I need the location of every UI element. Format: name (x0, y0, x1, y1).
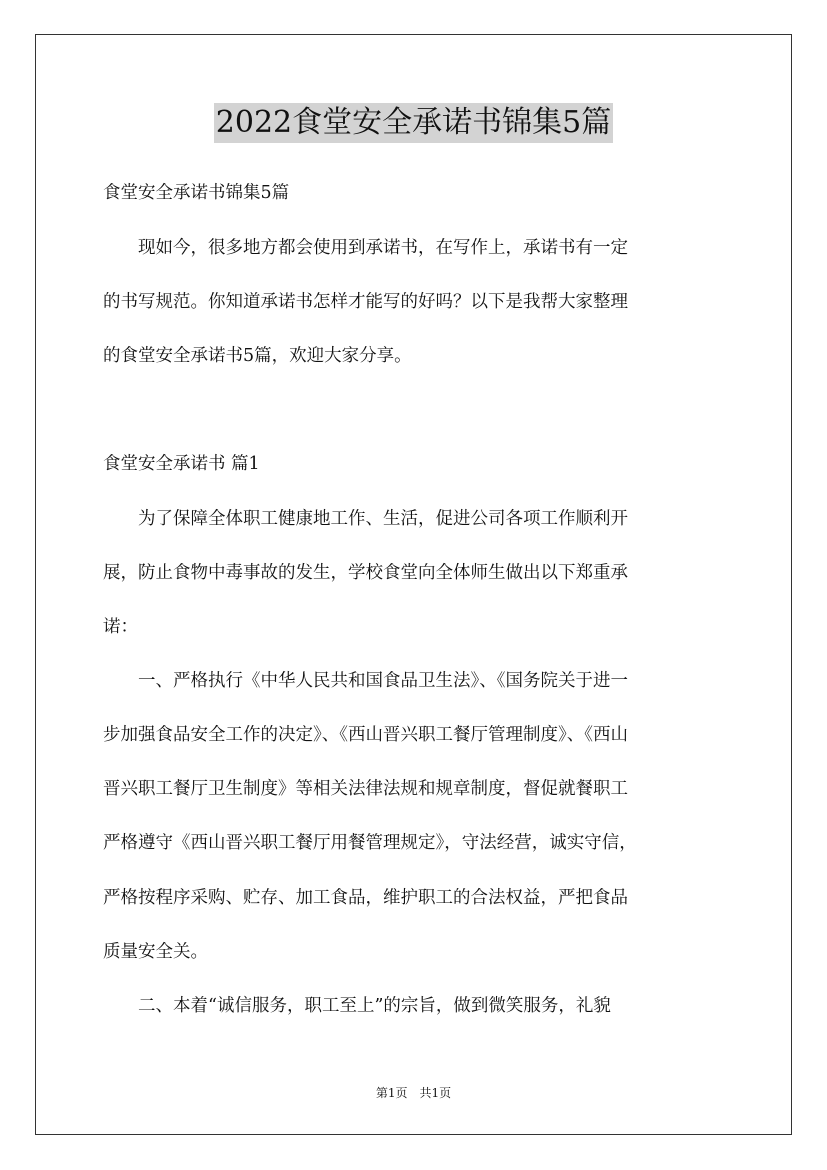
body-line: 一、严格执行《中华人民共和国食品卫生法》、《国务院关于进一 (103, 671, 628, 691)
body-line: 质量安全关。 (103, 942, 208, 962)
body-line: 展，防止食物中毒事故的发生，学校食堂向全体师生做出以下郑重承 (103, 563, 628, 583)
subtitle: 食堂安全承诺书锦集5篇 (103, 183, 290, 203)
body-line: 严格按程序采购、贮存、加工食品，维护职工的合法权益，严把食品 (103, 888, 628, 908)
document-title: 2022食堂安全承诺书锦集5篇 (214, 103, 613, 143)
body-line: 晋兴职工餐厅卫生制度》等相关法律法规和规章制度，督促就餐职工 (103, 779, 628, 799)
body-line: 的书写规范。你知道承诺书怎样才能写的好吗？以下是我帮大家整理 (103, 292, 628, 312)
page-footer: 第1页 共1页 (375, 1086, 452, 1100)
body-line: 为了保障全体职工健康地工作、生活，促进公司各项工作顺利开 (103, 509, 628, 529)
document-title-wrap (0, 103, 827, 143)
body-line: 严格遵守《西山晋兴职工餐厅用餐管理规定》，守法经营，诚实守信， (103, 833, 637, 853)
body-line: 二、本着“诚信服务，职工至上”的宗旨，做到微笑服务，礼貌 (103, 996, 611, 1016)
body-line: 的食堂安全承诺书5篇，欢迎大家分享。 (103, 346, 412, 366)
body-line: 诺： (103, 617, 138, 637)
section-heading: 食堂安全承诺书 篇1 (103, 454, 260, 474)
body-line: 步加强食品安全工作的决定》、《西山晋兴职工餐厅管理制度》、《西山 (103, 725, 628, 745)
body-line: 现如今，很多地方都会使用到承诺书，在写作上，承诺书有一定 (103, 238, 628, 258)
